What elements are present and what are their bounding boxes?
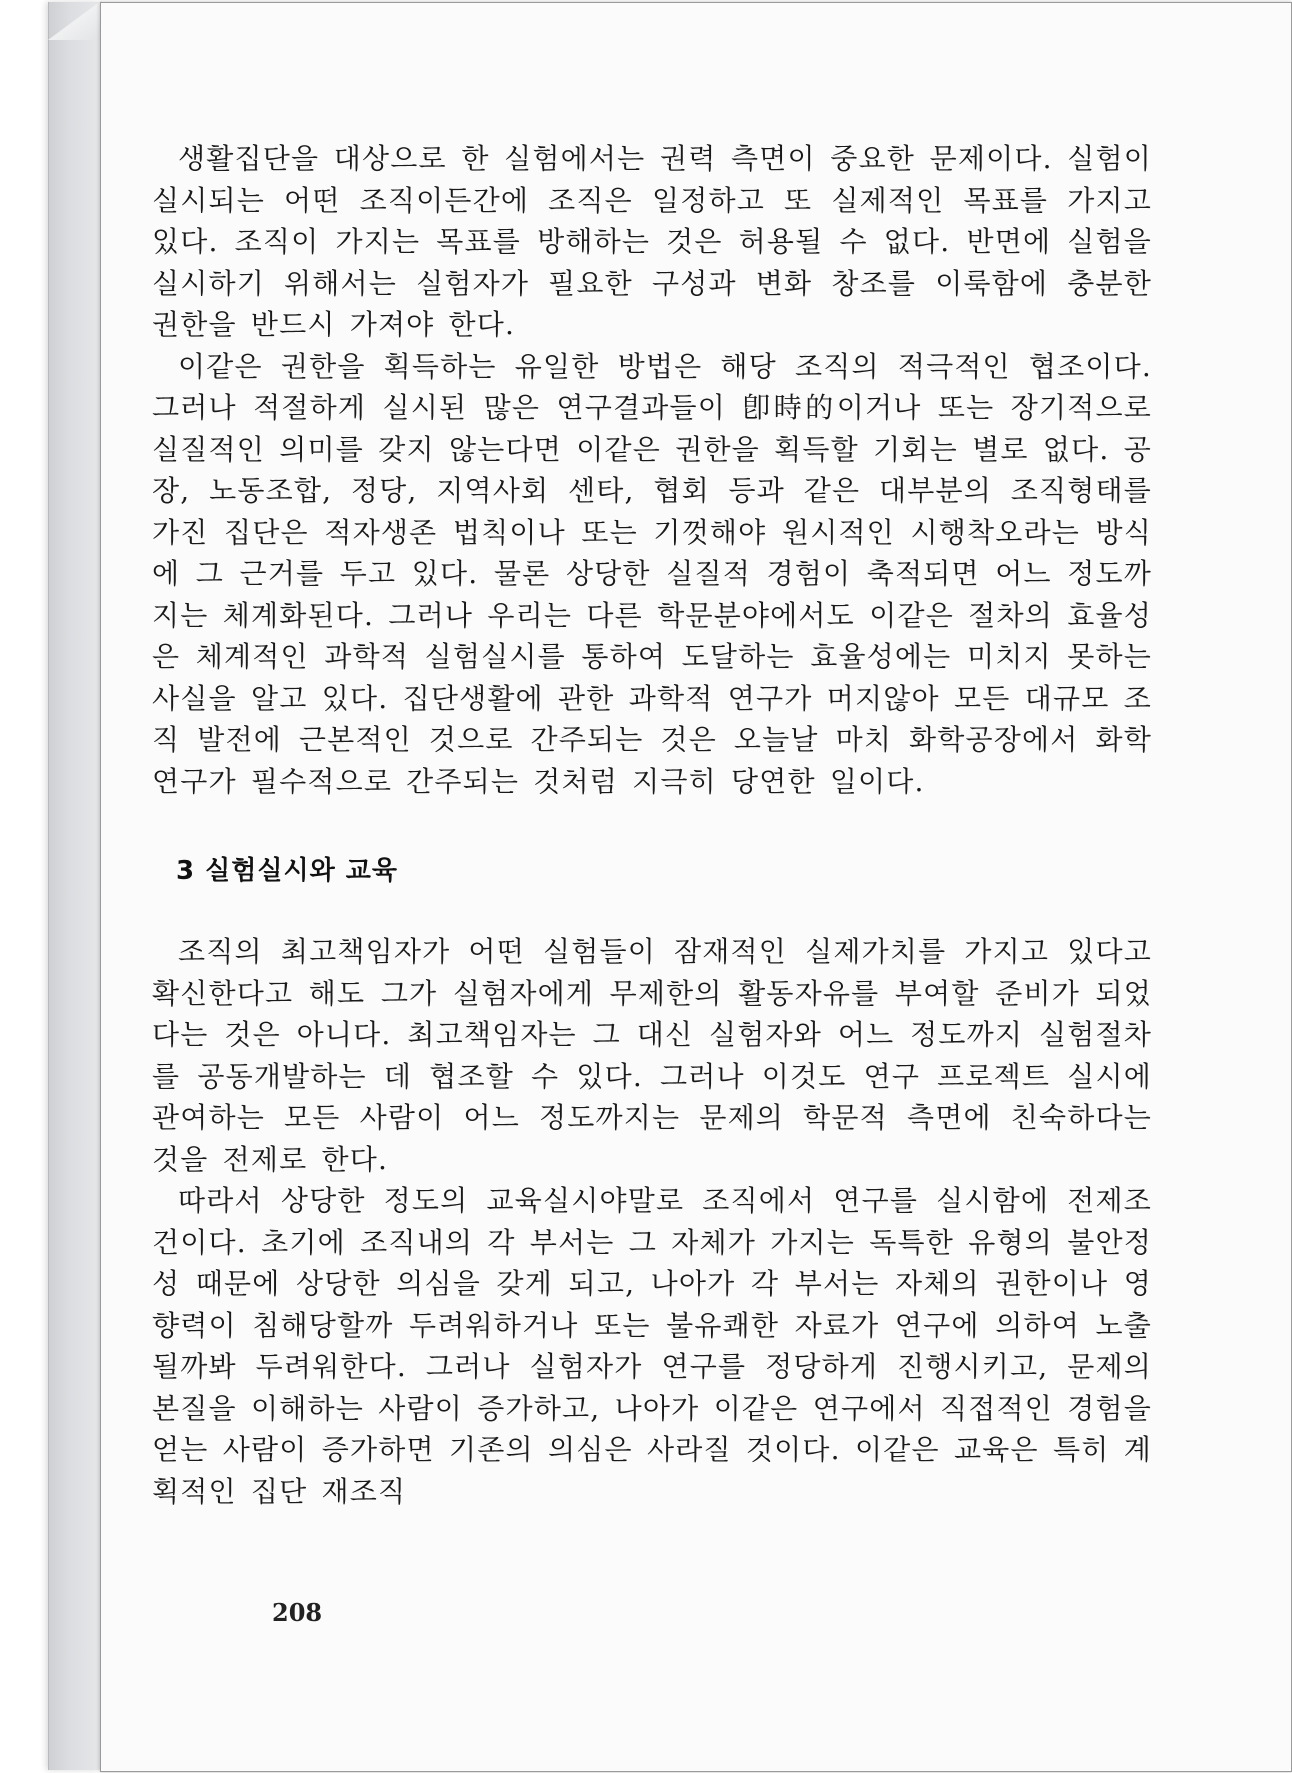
section-heading: 3 실험실시와 교육 — [176, 856, 399, 886]
paragraph-1: 생활집단을 대상으로 한 실험에서는 권력 측면이 중요한 문제이다. 실험이 실시되는 어떤 조직이든간에 조직은 일정하고 또 실제적인 목표를 가지고 있다. 조직이 가지는 목표를 방해하는 것은 허용될 수 없다. 반면에 실험을 실시하기 위해서는 실험자가 필요한 구성과 변화 창조를 이룩함에 충분한 권한을 반드시 가져야 한다. — [152, 142, 1152, 341]
page-content — [152, 138, 1152, 1512]
book-spine — [48, 2, 101, 1770]
paragraph-3: 조직의 최고책임자가 어떤 실험들이 잠재적인 실제가치를 가지고 있다고 확신한다고 해도 그가 실험자에게 무제한의 활동자유를 부여할 준비가 되었다는 것은 아니다. 최고책임자는 그 대신 실험자와 어느 정도까지 실험절차를 공동개발하는 데 협조할 수 있다. 그러나 이것도 연구 프로젝트 실시에 관여하는 모든 사람이 어느 정도까지는 문제의 학문적 측면에 친숙하다는 것을 전제로 한다. — [152, 935, 1152, 1176]
paragraph-2: 이같은 권한을 획득하는 유일한 방법은 해당 조직의 적극적인 협조이다. 그러나 적절하게 실시된 많은 연구결과들이 卽時的이거나 또는 장기적으로 실질적인 의미를 갖지 않는다면 이같은 권한을 획득할 기회는 별로 없다. 공장, 노동조합, 정당, 지역사회 센타, 협회 등과 같은 대부분의 조직형태를 가진 집단은 적자생존 법칙이나 또는 기껏해야 원시적인 시행착오라는 방식에 그 근거를 두고 있다. 물론 상당한 실질적 경험이 축적되면 어느 정도까지는 체계화된다. 그러나 우리는 다른 학문분야에서도 이같은 절차의 효율성은 체계적인 과학적 실험실시를 통하여 도달하는 효율성에는 미치지 못하는 사실을 알고 있다. 집단생활에 관한 과학적 연구가 머지않아 모든 대규모 조직 발전에 근본적인 것으로 간주되는 것은 오늘날 마치 화학공장에서 화학연구가 필수적으로 간주되는 것처럼 지극히 당연한 일이다. — [152, 349, 1152, 798]
page-number: 208 — [272, 1598, 323, 1627]
paragraph-4: 따라서 상당한 정도의 교육실시야말로 조직에서 연구를 실시함에 전제조건이다. 초기에 조직내의 각 부서는 그 자체가 가지는 독특한 유형의 불안정성 때문에 상당한 의심을 갖게 되고, 나아가 각 부서는 자체의 권한이나 영향력이 침해당할까 두려워하거나 또는 불유쾌한 자료가 연구에 의하여 노출될까봐 두려워한다. 그러나 실험자가 연구를 정당하게 진행시키고, 문제의 본질을 이해하는 사람이 증가하고, 나아가 이같은 연구에서 직접적인 경험을 얻는 사람이 증가하면 기존의 의심은 사라질 것이다. 이같은 교육은 특히 계획적인 집단 재조직 — [152, 1184, 1152, 1508]
